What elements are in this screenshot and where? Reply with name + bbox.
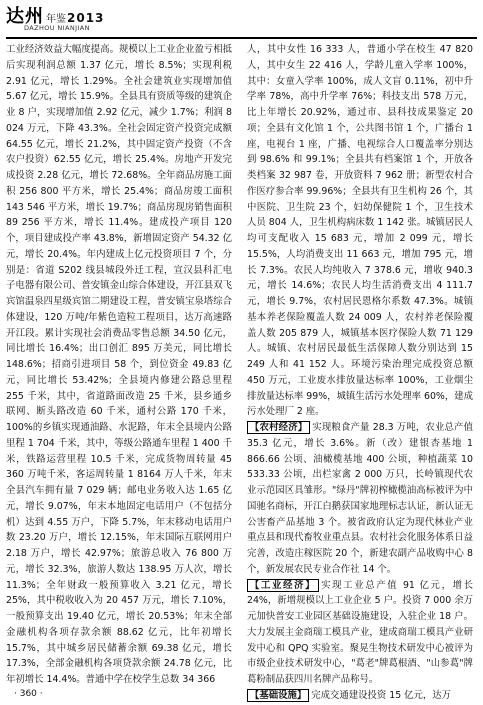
paragraph-text: 人，其中女性 16 333 人，普通小学在校生 47 820 人，其中女生 22 416 人，学龄儿童入学率 100%，其中：女童入学率 100%，成人文盲 0.11%，初中升学率 78%，高中升学率 76%；科技支出 578 万元，比上年增长 20.92%，通过市、县科技成果鉴定 20 项；全县有文化馆 1 个，公共图书馆 1 个，广播台 1 座，电视台 1 座，广播、电视综合人口覆盖率分别达到 98.6% 和 99.1%；全县共有档案馆 1 个，开放各类档案 32 987 卷，开放资料 7 962 册；新型农村合作医疗参合率 99.96%；全县共有卫生机构 26 个，其中医院、卫生院 23 个，妇幼保健院 1 个，卫生技术人员 804 人，卫生机构病床数 1 142 张。城镇居民人均可支配收入 15 683 元，增加 2 099 元，增长 15.5%，人均消费支出 11 663 元，增加 795 元，增长 7.3%。农民人均纯收入 7 378.6 元，增收 940.3 元，增长 14.6%；农民人均生活消费支出 4 111.7 元，增长 9.7%，农村居民恩格尔系数 47.3%。城镇基本养老保险覆盖人数 24 009 人，农村养老保险覆盖人数 205 879 人，城镇基本医疗保险人数 71 129 人。城镇、农村居民最低生活保障人数分别达到 15 249 人和 41 152 人。环境污染治理完成投资总额 450 万元，工业废水排放量达标率 100%，工业烟尘排放量达标率 99%，城镇生活污水处理率 60%，建成污水处理厂 2 座。 <box>247 44 473 418</box>
section-text: 完成交通建设投资 15 亿元，达万 <box>311 689 452 701</box>
page-header <box>0 0 483 40</box>
section-text: 实现粮食产量 28.3 万吨，农业总产值 35.3 亿元，增长 3.6%。新（改）建银杏基地 1 866.66 公顷、油橄榄基地 400 公顷，种植蔬菜 10 533.33 公顷，出栏家禽 2 000 万只，长岭镇现代农业示范园区具雏形。"绿丹"牌初榨橄榄油高标被评为中国驰名商标，开江白鹅获国家地理标志认证，新认证无公害畜产品基地 3 个。被省政府认定为现代林业产业重点县和现代畜牧业重点县。农村社会化服务体系日益完善，改造庄稼医院 20 个，新建农副产品收购中心 8 个，新发展农民专业合作社 14 个。 <box>247 422 473 575</box>
page-number: · 360 · <box>14 689 43 699</box>
yearbook-logo <box>6 2 105 32</box>
header-rule <box>6 37 477 39</box>
section-text: 实现工业总产值 91 亿元，增长 24%，新增规模以上工业企业 5 户。投资 7 000 余万元加快普安工业园区基础设施建设，入驻企业 18 户。大力发展主金商瑞工模具产业，建成商瑞工模具产业研发中心和 QPQ 实验室。聚晃生物技术研发中心被评为市级企业技术研发中心，"葛老"牌葛根酒、"山参葛"牌葛粉制品获四川名牌产品称号。 <box>247 579 473 685</box>
section-heading: 【基础设施】 <box>247 689 309 702</box>
section-heading: 【农村经济】 <box>247 421 310 434</box>
logo-subtitle: 年鉴 <box>46 14 66 25</box>
paragraph: 工业经济效益大幅度提高。规模以上工业企业盈亏相抵后实现利润总额 1.37 亿元，增长 8.5%；实现利税 2.91 亿元，增长 1.29%。全社会建筑业实现增加值 5.67 亿元，增长 15.9%。全县具有资质等级的建筑企业 8 户，实现增加值 2.92 亿元，减少 1.7%；利润 8 024 万元，下降 43.3%。全社会固定资产投资完成额 64.55 亿元，增长 21.2%，其中固定资产投资（不含农户投资）62.55 亿元，增长 25.4%。房地产开发完成投资 2.28 亿元，增长 72.68%。全年商品房施工面积 256 800 平方米，增长 25.4%；商品房竣工面积 143 546 平方米，增长 19.7%；商品房现房销售面积 89 256 平方米，增长 11.4%。建成投产项目 120 个，项目建成投产率 43.8%，新增固定资产 54.32 亿元，增长 20.4%。年内建成上亿元投资项目 7 个，分别是：省道 S202 线县城段外迁工程，宣汉县科汇电子电器有限公司、普安镇金山综合体建设，开江县双飞宾馆温泉四星级宾馆二期建设工程，普安镇宝泉塔综合体建设，120 万吨/年紫色造粒工程项目，达万高速路开江段。累计实现社会消费品零售总额 34.50 亿元，同比增长 16.4%；出口创汇 895 万美元，同比增长 148.6%；招商引进项目 58 个，到位资金 49.83 亿元，同比增长 53.42%；全县境内修建公路总里程 255 千米，其中，省道路面改造 25 千米，县乡通乡联网、断头路改造 60 千米，通村公路 170 千米，100%的乡镇实现通油路、水泥路，年末全县境内公路里程 1 704 千米，其中，等级公路通车里程 1 400 千米，铁路运营里程 10.5 千米，完成货物周转量 45 360 万吨千米，客运周转量 1 8164 万人千米，年末全县汽车拥有量 7 029 辆；邮电业务收入达 1.65 亿元，增长 9.07%，年末本地固定电话用户（不包括分机）达到 4.55 万户，下降 5.7%，年末移动电话用户数 23.20 万户，增长 12.15%，年末国际互联网用户 2.18 万户，增长 42.97%；旅游总收入 76 800 万元，增长 32.3%，旅游人数达 138.95 万人次，增长 11.3%；全年财政一般预算收入 3.21 亿元，增长 25%，其中税收收入为 20 457 万元，增长 7.10%，一般预算支出 19.40 亿元，增长 20.53%；年末全部金融机构各项存款余额 88.62 亿元，比年初增长 15.7%，其中城乡居民储蓄余额 69.38 亿元，增长 17.3%，全部金融机构各项贷款余额 24.78 亿元，比年初增长 14.4%。普通中学在校学生总数 34 366 <box>6 44 232 685</box>
section-infrastructure <box>247 688 473 704</box>
logo-year: 2013 <box>67 11 105 25</box>
paragraph <box>247 42 473 420</box>
left-column <box>6 42 232 688</box>
section-rural-economy <box>247 420 473 578</box>
section-industrial-economy <box>247 578 473 688</box>
logo-english: DAZHOU NIANJIAN <box>24 24 90 32</box>
right-column <box>247 42 473 704</box>
logo-title: 达州 <box>6 6 44 27</box>
section-heading: 【工业经济】 <box>247 579 319 592</box>
